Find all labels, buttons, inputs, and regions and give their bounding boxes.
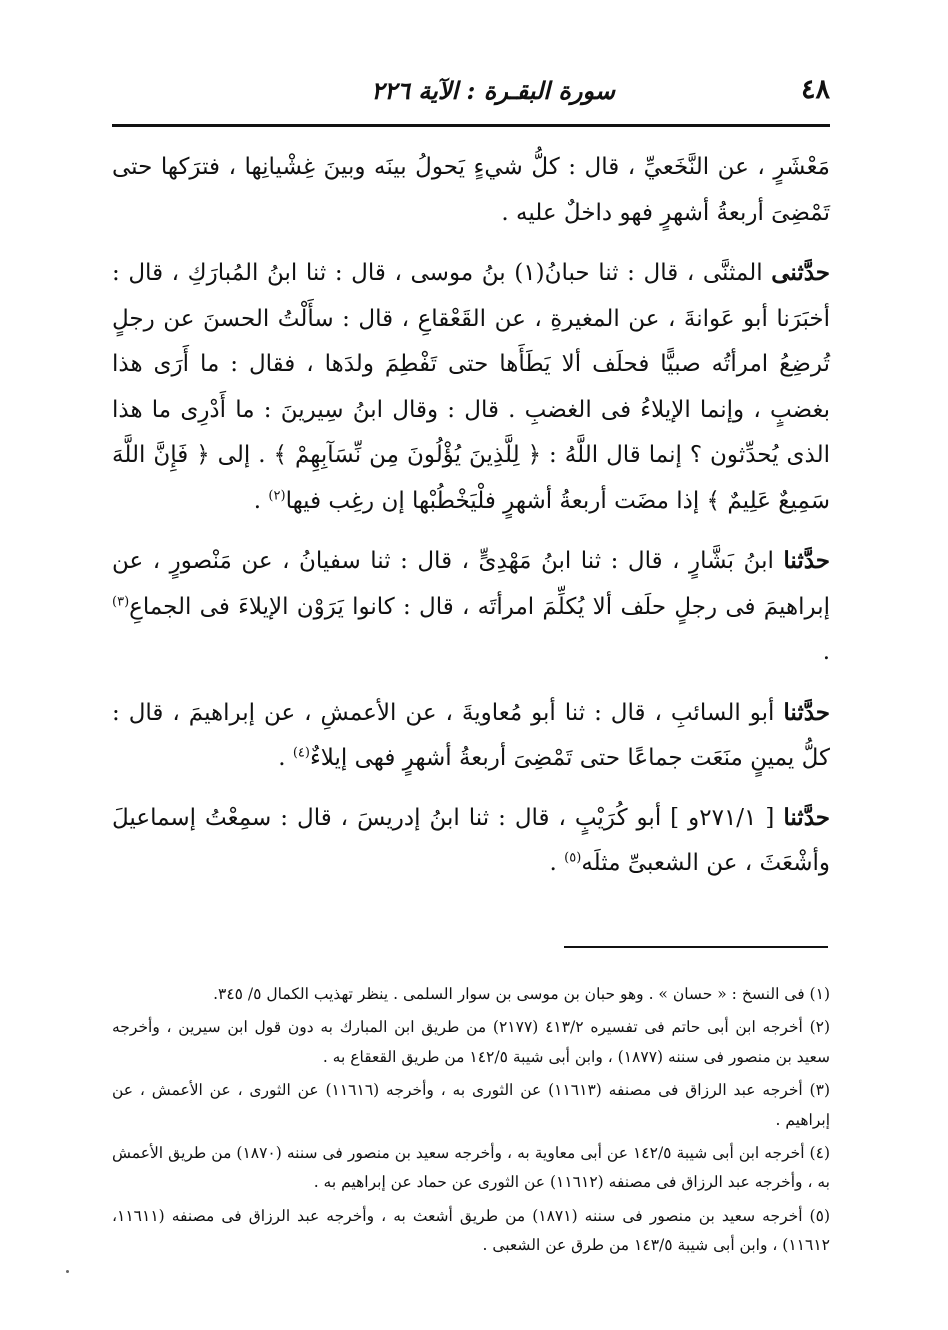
paragraph-text: المثنَّى ، قال : ثنا حبانُ(١) بنُ موسى ، قال : ثنا ابنُ المُبارَكِ ، قال : أخبَرَنا أبو عَوانةَ ، عن المغيرةِ ، عن القَعْقاعِ ، قال : سأَلْتُ الحسنَ عن رجلٍ تُرضِعُ امرأتُه صبيًّا فحلَف ألا يَطَأَها حتى تَفْطِمَ ولدَها ، فقال : ما أَرَى هذا بغضبٍ ، وإنما الإيلاءُ فى الغضبِ . قال : وقال ابنُ سِيرينَ : ما أَدْرِى ما هذا الذى يُحدِّثون ؟ إنما قال اللَّهُ : ﴿ لِلَّذِينَ يُؤْلُونَ مِن نِّسَآبِهِمْ ﴾ . إلى ﴿ فَإِنَّ اللَّهَ سَمِيعٌ عَلِيمٌ ﴾ إذا مضَت أربعةُ أشهرٍ فلْيَخْطُبْها إن رغِب فيها xyxy=(112,260,830,514)
paragraph-text: [ ٢٧١/١و ] أبو كُرَيْبٍ ، قال : ثنا ابنُ إدريسَ ، قال : سمِعْتُ إسماعيلَ وأشْعَثَ ، عن الشعبىِّ مثلَه xyxy=(112,804,830,876)
paragraph-text: أبو السائبِ ، قال : ثنا أبو مُعاويةَ ، عن الأعمشِ ، عن إبراهيمَ ، قال : كلُّ يمينٍ منَعَت جماعًا حتى تَمْضِىَ أربعةُ أشهرٍ فهى إيلاءٌ xyxy=(112,699,830,771)
footnotes xyxy=(112,980,830,1265)
paragraph-2: حدَّثنى المثنَّى ، قال : ثنا حبانُ(١) بنُ موسى ، قال : ثنا ابنُ المُبارَكِ ، قال : أخبَرَنا أبو عَوانةَ ، عن المغيرةِ ، عن القَعْقاعِ ، قال : سأَلْتُ الحسنَ عن رجلٍ تُرضِعُ امرأتُه صبيًّا فحلَف ألا يَطَأَها حتى تَفْطِمَ ولدَها ، فقال : ما أَرَى هذا بغضبٍ ، وإنما الإيلاءُ فى الغضبِ . قال : وقال ابنُ سِيرينَ : ما أَدْرِى ما هذا الذى يُحدِّثون ؟ إنما قال اللَّهُ : ﴿ لِلَّذِينَ يُؤْلُونَ مِن نِّسَآبِهِمْ ﴾ . إلى ﴿ فَإِنَّ اللَّهَ سَمِيعٌ عَلِيمٌ ﴾ إذا مضَت أربعةُ أشهرٍ فلْيَخْطُبْها إن رغِب فيها$^{(٢)}$ . xyxy=(112,259,831,514)
paragraph-text: ابنُ بَشَّارٍ ، قال : ثنا ابنُ مَهْدِىٍّ ، قال : ثنا سفيانُ ، عن مَنْصورٍ ، عن إبراهيمَ فى رجلٍ حلَف ألا يُكلِّمَ امرأتَه ، قال : كانوا يَرَوْن الإيلاءَ فى الجماعِ xyxy=(112,548,830,620)
footnote-5: (٥) أخرجه سعيد بن منصور فى سننه (١٨٧١) من طريق أشعث به ، وأخرجه عبد الرزاق فى مصنفه (١١٦١١، ١١٦١٢) ، وابن أبى شيبة ١٤٣/٥ من طرق عن الشعبى . xyxy=(112,1206,830,1255)
footnote-ref: (٣) xyxy=(112,593,130,609)
narration-lead: حدَّثنى xyxy=(771,259,831,286)
footnote-rule xyxy=(564,946,828,948)
header-rule xyxy=(112,124,830,127)
paragraph-1 xyxy=(112,145,830,236)
narration-lead: حدَّثنا xyxy=(783,698,831,726)
footnote-2: (٢) أخرجه ابن أبى حاتم فى تفسيره ٤١٣/٢ (٢١٧٧) من طريق ابن المبارك به دون قول ابن سيرين ، وأخرجه سعيد بن منصور فى سننه (١٨٧٧) ، وابن أبى شيبة ١٤٢/٥ من طريق القعقاع به . xyxy=(112,1018,831,1066)
scan-speck xyxy=(66,1270,69,1273)
footnote-3: (٣) أخرجه عبد الرزاق فى مصنفه (١١٦١٣) عن الثورى به ، وأخرجه (١١٦١٦) عن الثورى ، عن الأعمش ، عن إبراهيم . xyxy=(112,1081,830,1129)
paragraph-text: مَعْشَرٍ ، عن النَّخَعيِّ ، قال : كلُّ شيءٍ يَحولُ بينَه وبينَ غِشْيانِها ، فترَكها حتى تَمْضِىَ أربعةُ أشهرٍ فهو داخلٌ عليه . xyxy=(112,154,830,226)
footnote-1: (١) فى النسخ : « حسان » . وهو حبان بن موسى بن سوار السلمى . ينظر تهذيب الكمال ٥/ ٣٤٥. xyxy=(213,985,830,1003)
narration-lead: حدَّثنا xyxy=(783,547,831,574)
paragraph-5: حدَّثنا [ ٢٧١/١و ] أبو كُرَيْبٍ ، قال : ثنا ابنُ إدريسَ ، قال : سمِعْتُ إسماعيلَ وأشْعَثَ ، عن الشعبىِّ مثلَه$^{(٥)}$ . xyxy=(112,803,830,876)
footnote-ref: (٢) xyxy=(268,487,286,503)
footnote-ref: (٤) xyxy=(292,745,310,761)
footnote-4: (٤) أخرجه ابن أبى شيبة ١٤٢/٥ عن أبى معاوية به ، وأخرجه سعيد بن منصور فى سننه (١٨٧٠) من طريق الأعمش به ، وأخرجه عبد الرزاق فى مصنفه (١١٦١٢) عن الثورى عن حماد عن إبراهيم به . xyxy=(112,1144,830,1192)
main-text xyxy=(112,145,830,901)
footnote-ref: (٥) xyxy=(564,850,582,866)
paragraph-3: حدَّثنا ابنُ بَشَّارٍ ، قال : ثنا ابنُ مَهْدِىٍّ ، قال : ثنا سفيانُ ، عن مَنْصورٍ ، عن إبراهيمَ فى رجلٍ حلَف ألا يُكلِّمَ امرأتَه ، قال : كانوا يَرَوْن الإيلاءَ فى الجماعِ$^{(٣)}$ . xyxy=(112,547,831,665)
running-title: سورة البقـرة : الآية ٢٢٦ xyxy=(371,76,615,105)
paragraph-4: حدَّثنا أبو السائبِ ، قال : ثنا أبو مُعاويةَ ، عن الأعمشِ ، عن إبراهيمَ ، قال : كلُّ يمينٍ منَعَت جماعًا حتى تَمْضِىَ أربعةُ أشهرٍ فهى إيلاءٌ$^{(٤)}$ . xyxy=(112,698,831,771)
page-number: ٤٨ xyxy=(800,74,830,105)
narration-lead: حدَّثنا xyxy=(783,803,830,831)
page-header xyxy=(112,72,830,112)
